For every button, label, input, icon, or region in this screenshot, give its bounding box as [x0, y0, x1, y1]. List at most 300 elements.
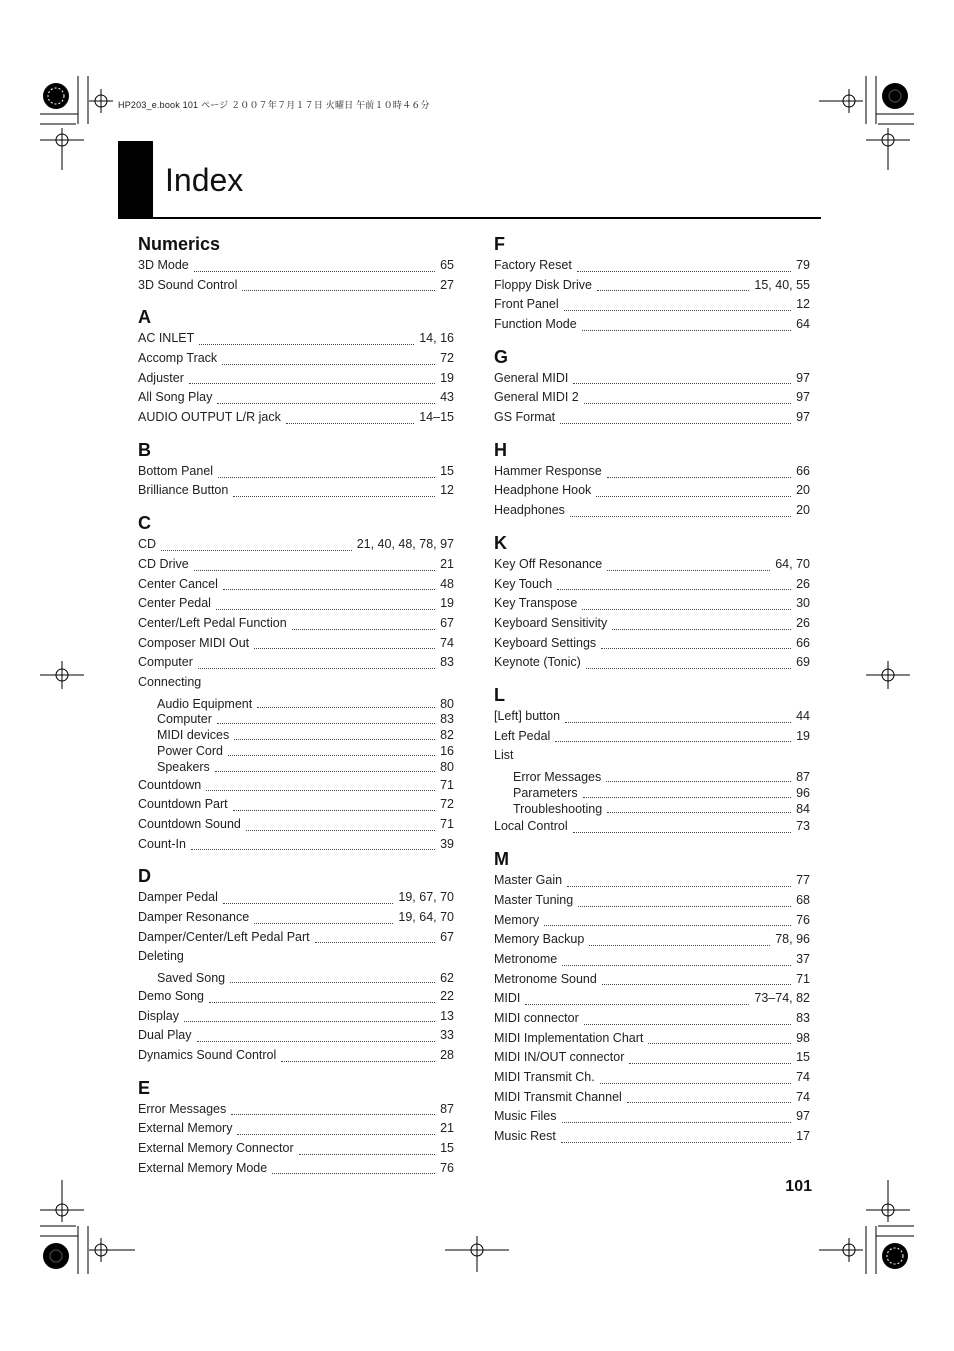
index-entry	[138, 947, 454, 967]
entry-label: GS Format	[494, 410, 556, 425]
entry-pages: 73–74, 82	[754, 991, 810, 1006]
index-entry	[138, 744, 454, 760]
dot-leader	[257, 707, 435, 708]
dot-leader	[601, 648, 791, 649]
dot-leader	[237, 1134, 435, 1135]
dot-leader	[315, 942, 435, 943]
section-heading: L	[494, 685, 505, 705]
entry-pages: 37	[796, 951, 810, 966]
dot-leader	[584, 403, 791, 404]
index-entry	[138, 349, 454, 369]
dot-leader	[525, 1004, 749, 1005]
index-entry	[138, 276, 454, 296]
index-entry	[494, 462, 810, 482]
entry-label: MIDI IN/OUT connector	[494, 1050, 625, 1065]
dot-leader	[242, 290, 435, 291]
entry-pages: 39	[440, 836, 454, 851]
entry-label: General MIDI	[494, 370, 569, 385]
entry-pages: 14, 16	[419, 331, 454, 346]
index-entry	[494, 315, 810, 335]
entry-label: Key Off Resonance	[494, 556, 603, 571]
entry-pages: 87	[440, 1101, 454, 1116]
entry-pages: 64, 70	[775, 556, 810, 571]
index-entry	[138, 728, 454, 744]
entry-pages: 14–15	[419, 410, 454, 425]
dot-leader	[607, 477, 791, 478]
index-entry	[138, 653, 454, 673]
entry-label: Center/Left Pedal Function	[138, 615, 287, 630]
entry-pages: 19	[440, 370, 454, 385]
entry-label: Key Touch	[494, 576, 553, 591]
entry-label: General MIDI 2	[494, 390, 579, 405]
entry-label: Saved Song	[157, 971, 226, 986]
dot-leader	[570, 516, 791, 517]
section-heading: H	[494, 439, 507, 460]
entry-label: MIDI Implementation Chart	[494, 1030, 644, 1045]
entry-pages: 27	[440, 277, 454, 292]
entry-label: Keyboard Settings	[494, 635, 597, 650]
entry-label: Demo Song	[138, 988, 205, 1003]
index-entry	[138, 555, 454, 575]
page-number: 101	[785, 1178, 812, 1195]
index-entry	[138, 928, 454, 948]
index-entry	[494, 1009, 810, 1029]
entry-pages: 71	[440, 777, 454, 792]
dot-leader	[286, 423, 414, 424]
dot-leader	[199, 344, 414, 345]
index-entry	[494, 295, 810, 315]
entry-pages: 76	[796, 912, 810, 927]
dot-leader	[567, 886, 791, 887]
dot-leader	[234, 739, 435, 740]
dot-leader	[562, 1122, 792, 1123]
page-title: Index	[165, 162, 244, 198]
index-entry	[494, 802, 810, 818]
entry-pages: 19	[796, 728, 810, 743]
index-entry	[138, 1119, 454, 1139]
dot-leader	[573, 832, 791, 833]
entry-label: Keyboard Sensitivity	[494, 615, 608, 630]
entry-label: External Memory Connector	[138, 1141, 294, 1156]
index-entry	[494, 817, 810, 837]
entry-pages: 71	[440, 817, 454, 832]
index-entry	[494, 653, 810, 673]
dot-leader	[648, 1043, 791, 1044]
index-entry	[494, 1029, 810, 1049]
index-entry	[138, 760, 454, 776]
index-entry	[494, 930, 810, 950]
entry-pages: 84	[796, 801, 810, 816]
entry-pages: 74	[796, 1070, 810, 1084]
index-entry	[138, 575, 454, 595]
dot-leader	[544, 925, 791, 926]
index-entry	[138, 815, 454, 835]
entry-label: Function Mode	[494, 317, 577, 332]
index-entry	[494, 746, 810, 766]
dot-leader	[194, 570, 435, 571]
index-column-left	[138, 232, 454, 1178]
entry-label: Hammer Response	[494, 463, 602, 478]
dot-leader	[596, 496, 791, 497]
dot-leader	[597, 290, 749, 291]
dot-leader	[564, 310, 791, 311]
section-heading: G	[494, 346, 509, 367]
entry-pages: 30	[796, 596, 810, 611]
entry-label: Dual Play	[138, 1028, 192, 1043]
entry-pages: 97	[796, 1109, 810, 1124]
entry-pages: 21, 40, 48, 78, 97	[356, 537, 454, 552]
entry-label: Audio Equipment	[157, 696, 253, 711]
index-entry	[138, 712, 454, 728]
entry-label: Memory Backup	[494, 932, 585, 947]
entry-pages: 74	[440, 635, 454, 650]
index-entry	[494, 1088, 810, 1108]
dot-leader	[216, 609, 435, 610]
index-entry	[494, 276, 810, 296]
entry-label: Countdown Sound	[138, 817, 241, 832]
index-entry	[494, 634, 810, 654]
dot-leader	[184, 1021, 435, 1022]
section-heading: Numerics	[138, 234, 221, 254]
entry-pages: 20	[796, 503, 810, 518]
index-entry	[138, 594, 454, 614]
entry-pages: 66	[796, 463, 810, 478]
entry-label: 3D Sound Control	[138, 277, 238, 292]
entry-pages: 74	[796, 1089, 810, 1104]
index-entry	[494, 594, 810, 614]
entry-label: Factory Reset	[494, 257, 572, 272]
entry-label: MIDI devices	[157, 728, 230, 743]
section-heading: M	[494, 849, 509, 870]
entry-label: Damper Pedal	[138, 890, 218, 905]
dot-leader	[254, 648, 435, 649]
entry-pages: 97	[796, 410, 810, 425]
entry-pages: 65	[440, 257, 454, 272]
entry-pages: 20	[796, 483, 810, 498]
dot-leader	[218, 477, 435, 478]
index-entry	[138, 634, 454, 654]
entry-pages: 21	[440, 1121, 454, 1136]
entry-label: External Memory	[138, 1121, 233, 1136]
entry-label: All Song Play	[138, 390, 213, 405]
index-entry	[494, 891, 810, 911]
dot-leader	[194, 271, 435, 272]
index-entry	[138, 614, 454, 634]
dot-leader	[607, 812, 791, 813]
entry-pages: 97	[796, 370, 810, 385]
entry-label: Speakers	[157, 759, 210, 774]
index-entry	[494, 408, 810, 428]
index-entry	[138, 1046, 454, 1066]
dot-leader	[573, 383, 791, 384]
entry-label: [Left] button	[494, 708, 561, 723]
entry-pages: 15	[440, 1141, 454, 1156]
entry-label: AUDIO OUTPUT L/R jack	[138, 410, 281, 425]
entry-pages: 80	[440, 759, 454, 774]
entry-label: Display	[138, 1008, 179, 1023]
index-entry	[494, 614, 810, 634]
entry-label: Floppy Disk Drive	[494, 277, 592, 292]
index-entry	[494, 256, 810, 276]
index-entry	[494, 1048, 810, 1068]
entry-pages: 73	[796, 819, 810, 834]
entry-pages: 22	[440, 988, 454, 1003]
entry-label: Connecting	[138, 674, 202, 689]
index-entry	[494, 1127, 810, 1147]
entry-pages: 79	[796, 257, 810, 272]
title-rule	[118, 217, 821, 219]
dot-leader	[583, 797, 791, 798]
entry-label: Metronome Sound	[494, 971, 597, 986]
entry-pages: 48	[440, 576, 454, 591]
entry-label: Bottom Panel	[138, 463, 214, 478]
entry-pages: 28	[440, 1048, 454, 1063]
index-entry	[138, 329, 454, 349]
entry-pages: 83	[796, 1010, 810, 1025]
index-entry	[138, 1139, 454, 1159]
dot-leader	[557, 589, 791, 590]
entry-pages: 98	[796, 1030, 810, 1045]
index-entry	[494, 911, 810, 931]
entry-label: Left Pedal	[494, 728, 551, 743]
index-entry	[138, 482, 454, 502]
entry-label: Center Pedal	[138, 596, 211, 611]
dot-leader	[254, 923, 393, 924]
section-heading: E	[138, 1077, 151, 1098]
entry-pages: 15	[796, 1050, 810, 1065]
index-entry	[138, 1100, 454, 1120]
entry-label: Headphone Hook	[494, 483, 592, 498]
entry-pages: 83	[440, 655, 454, 670]
index-entry	[494, 770, 810, 786]
index-entry	[494, 786, 810, 802]
entry-pages: 62	[440, 971, 454, 986]
index-entry	[138, 673, 454, 693]
entry-label: Damper/Center/Left Pedal Part	[138, 929, 310, 944]
entry-pages: 83	[440, 712, 454, 727]
dot-leader	[561, 1142, 791, 1143]
entry-label: List	[494, 748, 514, 763]
dot-leader	[555, 741, 791, 742]
dot-leader	[281, 1061, 435, 1062]
entry-pages: 97	[796, 390, 810, 405]
dot-leader	[582, 609, 791, 610]
index-entry	[138, 1007, 454, 1027]
entry-pages: 26	[796, 576, 810, 591]
dot-leader	[217, 403, 435, 404]
dot-leader	[589, 945, 770, 946]
index-entry	[138, 795, 454, 815]
entry-label: Composer MIDI Out	[138, 635, 250, 650]
entry-label: Master Gain	[494, 873, 563, 888]
index-entry	[138, 1026, 454, 1046]
dot-leader	[562, 965, 791, 966]
entry-label: Brilliance Button	[138, 483, 229, 498]
entry-label: MIDI	[494, 991, 521, 1006]
dot-leader	[230, 982, 435, 983]
entry-pages: 17	[796, 1129, 810, 1144]
dot-leader	[209, 1002, 435, 1003]
entry-pages: 15, 40, 55	[754, 277, 810, 292]
entry-pages: 12	[440, 483, 454, 498]
title-block	[118, 141, 153, 219]
index-entry	[494, 970, 810, 990]
entry-pages: 82	[440, 728, 454, 743]
entry-label: Adjuster	[138, 370, 184, 385]
entry-pages: 80	[440, 696, 454, 711]
dot-leader	[584, 1024, 791, 1025]
dot-leader	[189, 383, 435, 384]
dot-leader	[197, 1041, 436, 1042]
index-entry	[138, 697, 454, 713]
index-entry	[494, 388, 810, 408]
entry-label: Accomp Track	[138, 351, 218, 366]
entry-label: Computer	[157, 712, 212, 727]
dot-leader	[578, 906, 791, 907]
entry-label: Damper Resonance	[138, 910, 250, 925]
index-entry	[138, 408, 454, 428]
index-entry	[494, 369, 810, 389]
entry-pages: 78, 96	[775, 932, 810, 947]
entry-label: CD	[138, 537, 157, 552]
entry-label: Master Tuning	[494, 892, 574, 907]
entry-label: External Memory Mode	[138, 1160, 268, 1175]
section-heading: B	[138, 439, 151, 460]
section-heading: D	[138, 866, 151, 887]
entry-label: MIDI Transmit Ch.	[494, 1070, 595, 1084]
entry-label: Parameters	[513, 785, 578, 800]
dot-leader	[602, 984, 791, 985]
entry-pages: 44	[796, 708, 810, 723]
index-entry	[138, 462, 454, 482]
index-entry	[138, 535, 454, 555]
index-entry	[494, 950, 810, 970]
dot-leader	[600, 1083, 791, 1084]
dot-leader	[606, 781, 791, 782]
entry-label: Deleting	[138, 949, 184, 964]
entry-label: Power Cord	[157, 744, 223, 759]
dot-leader	[629, 1063, 791, 1064]
entry-label: Computer	[138, 655, 193, 670]
entry-label: Count-In	[138, 836, 186, 851]
entry-label: Headphones	[494, 503, 565, 518]
dot-leader	[231, 1114, 435, 1115]
index-entry	[138, 835, 454, 855]
entry-label: AC INLET	[138, 331, 195, 346]
section-heading: F	[494, 234, 505, 254]
dot-leader	[215, 771, 435, 772]
index-entry	[494, 1068, 810, 1088]
entry-pages: 19, 67, 70	[398, 890, 454, 905]
dot-leader	[577, 271, 791, 272]
index-entry	[494, 1107, 810, 1127]
dot-leader	[299, 1154, 435, 1155]
entry-pages: 72	[440, 351, 454, 366]
entry-pages: 87	[796, 770, 810, 785]
entry-pages: 77	[796, 873, 810, 888]
dot-leader	[565, 722, 791, 723]
entry-pages: 43	[440, 390, 454, 405]
entry-pages: 16	[440, 744, 454, 759]
entry-pages: 71	[796, 971, 810, 986]
entry-pages: 21	[440, 556, 454, 571]
dot-leader	[217, 723, 435, 724]
index-entry	[138, 987, 454, 1007]
dot-leader	[233, 810, 435, 811]
dot-leader	[223, 589, 435, 590]
entry-label: Error Messages	[513, 770, 602, 785]
index-entry	[138, 369, 454, 389]
index-entry	[494, 727, 810, 747]
entry-pages: 67	[440, 929, 454, 944]
index-entry	[494, 555, 810, 575]
index-entry	[138, 888, 454, 908]
entry-label: Local Control	[494, 819, 568, 834]
entry-pages: 72	[440, 797, 454, 812]
entry-label: Keynote (Tonic)	[494, 655, 581, 670]
dot-leader	[206, 790, 435, 791]
entry-pages: 69	[796, 655, 810, 670]
index-column-right	[494, 232, 810, 1147]
entry-label: Memory	[494, 912, 540, 927]
entry-label: Countdown	[138, 777, 202, 792]
entry-label: Troubleshooting	[513, 801, 603, 816]
index-entry	[138, 388, 454, 408]
entry-label: Error Messages	[138, 1101, 227, 1116]
entry-pages: 12	[796, 297, 810, 312]
dot-leader	[223, 903, 393, 904]
entry-label: Center Cancel	[138, 576, 218, 591]
entry-label: 3D Mode	[138, 257, 189, 272]
book-print-line: HP203_e.book 101 ページ ２００７年７月１７日 火曜日 午前１０時４６分	[118, 100, 430, 110]
index-entry	[138, 1159, 454, 1179]
index-entry	[494, 871, 810, 891]
dot-leader	[612, 629, 791, 630]
entry-pages: 96	[796, 785, 810, 800]
entry-label: Front Panel	[494, 297, 559, 312]
entry-pages: 67	[440, 615, 454, 630]
entry-label: Music Rest	[494, 1129, 556, 1144]
section-heading: C	[138, 513, 151, 534]
dot-leader	[582, 330, 791, 331]
entry-label: Metronome	[494, 951, 558, 966]
entry-pages: 26	[796, 615, 810, 630]
index-entry	[138, 971, 454, 987]
entry-pages: 19	[440, 596, 454, 611]
dot-leader	[292, 629, 435, 630]
entry-pages: 15	[440, 463, 454, 478]
index-entry	[494, 575, 810, 595]
entry-label: CD Drive	[138, 556, 189, 571]
index-entry	[494, 989, 810, 1009]
dot-leader	[228, 755, 435, 756]
entry-pages: 64	[796, 317, 810, 332]
section-heading: K	[494, 532, 507, 553]
dot-leader	[233, 496, 435, 497]
dot-leader	[586, 668, 791, 669]
entry-label: MIDI Transmit Channel	[494, 1089, 622, 1104]
dot-leader	[246, 830, 435, 831]
dot-leader	[607, 570, 770, 571]
dot-leader	[198, 668, 435, 669]
entry-label: Countdown Part	[138, 797, 228, 812]
index-entry	[494, 707, 810, 727]
entry-label: MIDI connector	[494, 1010, 579, 1025]
dot-leader	[222, 364, 435, 365]
dot-leader	[560, 423, 791, 424]
index-entry	[138, 256, 454, 276]
entry-label: Key Transpose	[494, 596, 578, 611]
